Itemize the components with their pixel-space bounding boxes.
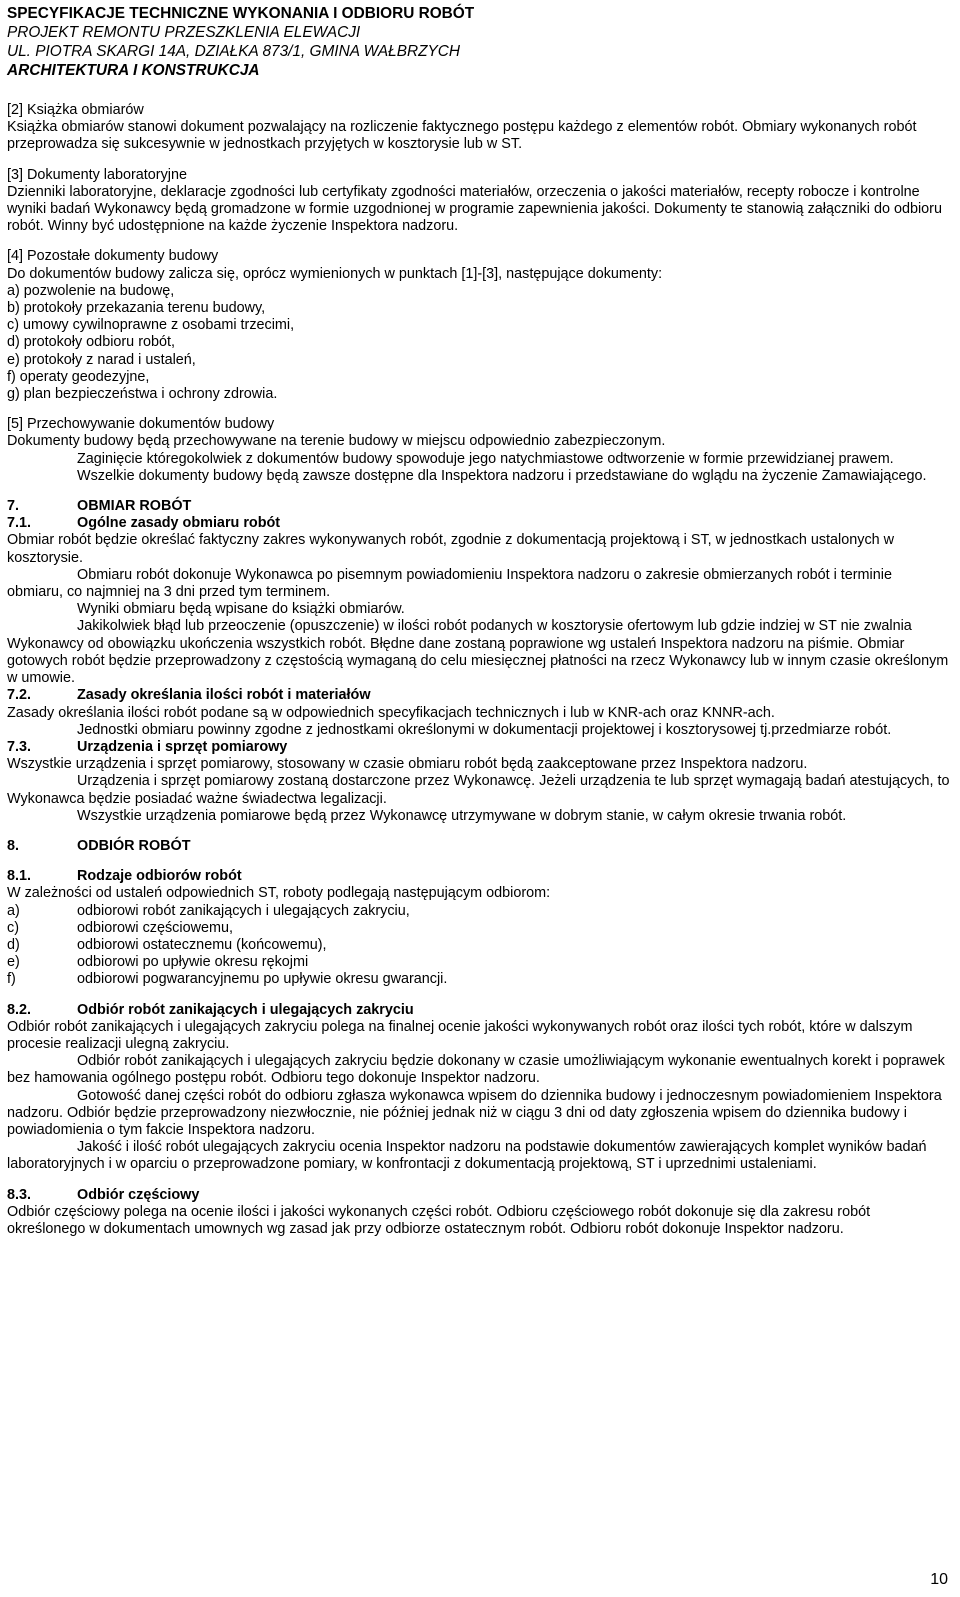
list-item: f) operaty geodezyjne, [7,368,150,385]
section-heading: [2] Książka obmiarów [7,102,144,118]
subsection-heading [7,1002,951,1019]
list-item: g) plan bezpieczeństwa i ochrony zdrowia. [7,386,278,403]
subsection-title: Ogólne zasady obmiaru robót [77,515,281,532]
section-heading: [5] Przechowywanie dokumentów budowy [7,416,275,433]
paragraph: Wyniki obmiaru będą wpisane do książki obmiarów. [77,601,405,618]
paragraph: Gotowość danej części robót do odbioru zgłasza wykonawca wpisem do dziennika budowy i jednoczesnym powiadomieniem Inspektora nadzoru. Odbiór będzie przeprowadzony niezwłocznie, nie później jednak niż w ciągu 3 dni od daty zgłoszenia wpisem do dziennika budowy i powiadomienia o tym fakcie Inspektora nadzoru. [7,1087,942,1138]
header-discipline: ARCHITEKTURA I KONSTRUKCJA [7,62,260,79]
paragraph: Odbiór robót zanikających i ulegających zakryciu polega na finalnej ocenie jakości wykonywanych robót oraz ilości tych robót, które w dalszym procesie realizacji ulegną zakryciu. [7,1018,913,1052]
subsection-heading [7,687,951,704]
chapter-number: 8. [7,837,20,854]
subsection-heading [7,739,951,756]
paragraph: Jakość i ilość robót ulegających zakryciu ocenia Inspektor nadzoru na podstawie dokumentów zawierających komplet wyników badań laboratoryjnych i w oparciu o przeprowadzone pomiary, w konfrontacji z dokumentacją projektową, ST i uprzednimi ustaleniami. [7,1139,927,1173]
subsection-number: 7.1. [7,515,32,532]
paragraph: W zależności od ustaleń odpowiednich ST, roboty podlegają następującym odbiorom: [7,885,551,902]
paragraph: Dokumenty budowy będą przechowywane na terenie budowy w miejscu odpowiednio zabezpieczonym. [7,433,666,450]
list-item: c) odbiorowi częściowemu, [7,919,233,936]
list-item: c) umowy cywilnoprawne z osobami trzecimi, [7,317,295,334]
header-address: UL. PIOTRA SKARGI 14A, DZIAŁKA 873/1, GMINA WAŁBRZYCH [7,43,461,60]
subsection-heading [7,1187,951,1204]
chapter-number: 7. [7,498,20,515]
header-project: PROJEKT REMONTU PRZESZKLENIA ELEWACJI [7,24,361,41]
paragraph: Odbiór częściowy polega na ocenie ilości i jakości wykonanych części robót. Odbioru częściowego robót dokonuje się dla zakresu robót określonego w dokumentach umownych wg zasad jak przy odbiorze ostatecznym robót. Odbioru robót dokonuje Inspektor nadzoru. [7,1203,871,1237]
list-item: e) protokoły z narad i ustaleń, [7,351,196,368]
list-item: b) protokoły przekazania terenu budowy, [7,300,266,317]
subsection-heading [7,515,951,532]
paragraph: Wszelkie dokumenty budowy będą zawsze dostępne dla Inspektora nadzoru i przedstawiane do wglądu na życzenie Zamawiającego. [77,467,927,484]
subsection-number: 8.1. [7,868,32,885]
paragraph: Do dokumentów budowy zalicza się, oprócz wymienionych w punktach [1]-[3], następujące dokumenty: [7,265,663,282]
chapter-heading [7,838,951,855]
paragraph: Dzienniki laboratoryjne, deklaracje zgodności lub certyfikaty zgodności materiałów, orzeczenia o jakości materiałów, recepty robocze i kontrolne wyniki badań Wykonawcy będą gromadzone w formie uzgodnionej w programie zapewnienia jakości. Dokumenty te stanowią załączniki do odbioru robót. Winny być udostępnione na każde życzenie Inspektora nadzoru. [7,183,942,235]
paragraph: Jakikolwiek błąd lub przeoczenie (opuszczenie) w ilości robót podanych w kosztorysie ofertowym lub gdzie indziej w ST nie zwalnia Wykonawcy od obowiązku ukończenia wszystkich robót. Błędne dane zostaną poprawione wg ustaleń Inspektora nadzoru na piśmie. Obmiar gotowych robót będzie przeprowadzony z częstością wymaganą do celu miesięcznej płatności na rzecz Wykonawcy lub w innym czasie określonym w umowie. [7,618,949,687]
subsection-title: Urządzenia i sprzęt pomiarowy [77,738,288,755]
paragraph: Książka obmiarów stanowi dokument pozwalający na rozliczenie faktycznego postępu każdego z elementów robót. Obmiary wykonanych robót przeprowadza się sukcesywnie w jednostkach przyjętych w kosztorysie lub w ST. [7,119,917,153]
paragraph: Odbiór robót zanikających i ulegających zakryciu będzie dokonany w czasie umożliwiającym wykonanie ewentualnych korekt i poprawek bez hamowania ogólnego postępu robót. Odbioru tego dokonuje Inspektor nadzoru. [7,1053,945,1087]
header-title: SPECYFIKACJE TECHNICZNE WYKONANIA I ODBIORU ROBÓT [7,5,475,22]
subsection-number: 7.2. [7,687,32,704]
chapter-title: OBMIAR ROBÓT [77,498,192,515]
list-item: e) odbiorowi po upływie okresu rękojmi [7,954,309,971]
list-item: a) odbiorowi robót zanikających i ulegających zakryciu, [7,902,410,919]
list-item: d) odbiorowi ostatecznemu (końcowemu), [7,936,327,953]
subsection-number: 7.3. [7,738,32,755]
paragraph: Zaginięcie któregokolwiek z dokumentów budowy spowoduje jego natychmiastowe odtworzenie w formie przewidzianej prawem. [77,450,894,467]
document-body [7,102,951,1238]
paragraph: Zasady określania ilości robót podane są w odpowiednich specyfikacjach technicznych i lub w KNR-ach oraz KNNR-ach. [7,704,775,721]
list-item: d) protokoły odbioru robót, [7,334,175,351]
paragraph: Obmiar robót będzie określać faktyczny zakres wykonywanych robót, zgodnie z dokumentacją projektową i ST, w jednostkach ustalonych w kosztorysie. [7,532,895,566]
paragraph: Urządzenia i sprzęt pomiarowy zostaną dostarczone przez Wykonawcę. Jeżeli urządzenia te lub sprzęt wymagają badań atestujących, to Wykonawca będzie posiadać ważne świadectwa legalizacji. [7,773,950,807]
paragraph: Jednostki obmiaru powinny zgodne z jednostkami określonymi w dokumentacji projektowej i kosztorysowej tj.przedmiarze robót. [77,721,892,738]
subsection-title: Rodzaje odbiorów robót [77,868,242,885]
section-heading: [4] Pozostałe dokumenty budowy [7,248,219,265]
chapter-heading [7,498,951,515]
paragraph: Wszystkie urządzenia pomiarowe będą przez Wykonawcę utrzymywane w dobrym stanie, w całym okresie trwania robót. [77,807,847,824]
subsection-heading [7,868,951,885]
list-item: f) odbiorowi pogwarancyjnemu po upływie okresu gwarancji. [7,971,448,988]
section-heading: [3] Dokumenty laboratoryjne [7,166,187,183]
paragraph: Wszystkie urządzenia i sprzęt pomiarowy, stosowany w czasie obmiaru robót będą zaakceptowane przez Inspektora nadzoru. [7,756,808,773]
page-number: 10 [930,1571,948,1588]
subsection-title: Zasady określania ilości robót i materiałów [77,687,371,704]
list-item: a) pozwolenie na budowę, [7,282,175,299]
subsection-title: Odbiór robót zanikających i ulegających zakryciu [77,1001,414,1018]
acceptance-list [7,903,951,989]
subsection-number: 8.3. [7,1186,32,1203]
paragraph: Obmiaru robót dokonuje Wykonawca po pisemnym powiadomieniu Inspektora nadzoru o zakresie obmierzanych robót i terminie obmiaru, co najmniej na 3 dni przed tym terminem. [7,566,892,601]
page-header [7,4,474,80]
subsection-number: 8.2. [7,1001,32,1018]
subsection-title: Odbiór częściowy [77,1186,200,1203]
chapter-title: ODBIÓR ROBÓT [77,837,191,854]
